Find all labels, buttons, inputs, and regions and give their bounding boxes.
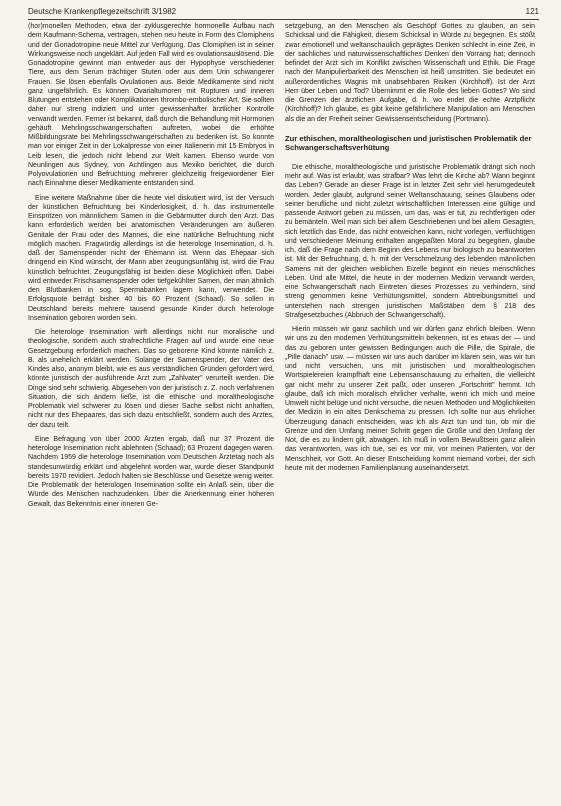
body-paragraph: setzgebung, an den Menschen als Geschöpf Gottes zu glauben, an sein Schicksal und die Fähigkeit, diesem Schicksal in Würde zu begegnen. Es stößt zwar emotionell und weltanschaulich geprägtes Denken schlecht in eine Zeit, in der sachliches und naturwissenschaftliches Denken den Vorrang hat; dennoch befindet der Arzt sich im Konflikt zwischen Wissenschaft und Ethik. Die Frage nach der Manipulierbarkeit des Menschen ist heiß umstritten. Sie bedeutet ein außerordentliches Wagnis mit unabsehbaren Risiken (Kirchhoff). Ist der Arzt Herr über Leben und Tod? Übernimmt er die Rolle des lieben Gottes? Wo sind die Grenzen der ärztlichen Aufgabe, d. h. wo endet die echte Arztpflicht (Kirchhoff)? Ich glaube, es gibt keine gefährlichere Manipulation am Menschen als die an der Freiheit seiner Gewissensentscheidung (Portmann). (285, 23, 535, 123)
body-paragraph: Die ethische, moraltheologische und juristische Problematik drängt sich noch mehr auf. Was ist erlaubt, was strafbar? Was lehrt die Kirche ab? Wann beginnt das Leben? Gerade an dieser Frage ist in letzter Zeit sehr viel herumgedeutelt worden. Jeder glaubt, aufgrund seiner Weltanschauung, seines Glaubens oder seiner berufliche und nicht zuletzt wirtschaftlichen Interessen eine gültige und passende Antwort geben zu müssen, um das, was er tut, zu rechtfertigen oder zu bemänteln. Weil man sich bei allem Geschriebenen und bei allem Gesagten, sich letztlich das Ende, das nicht entweichen kann, nicht vorlegen, verflüchtigen und verschiedener Meinung enthalten angepaßten Moral zu begegnen, glaube ich, daß die Frage nach dem Beginn des Lebens nur biologisch zu beantworten ist. Mit der Befruchtung, d. h. mit der Verschmelzung des lebenden männlichen Samens mit der gleichen weiblichen Eizelle beginnt ein neues menschliches Leben. Und alle Mittel, die heute in der modernen Medizin verwandt werden, eine Schwangerschaft nach Eintreten dieses Prozesses zu verhindern, sind streng genommen keine Verhütungsmittel, sondern Abtreibungsmittel und unterstehen nach strengen juristischen Maßstäben dem § 218 des Strafgesetzbuches (Abbruch der Schwangerschaft). (285, 163, 535, 319)
journal-title: Deutsche Krankenpflegezeitschrift 3/1982 (28, 7, 177, 16)
body-paragraph: Eine Befragung von über 2000 Ärzten ergab, daß nur 37 Prozent die heterologe Insemination nicht ablehnten (Schaad); 63 Prozent dagegen waren. Nachdem 1959 die heterologe Insemination vom Deutschen Ärztetag noch als standesunwürdig erklärt und abgelehnt worden war, wurde dieser Standpunkt bereits 1970 revidiert. Jedoch halten sie Beschlüsse und Gesetze wenig weiter. Die Problematik der heterologen Insemination sollte ein Anlaß sein, über die Würde des Menschen nachzudenken. Über die Anerkennung einer höheren Gewalt, das Bekenntnis einer inneren Ge- (28, 435, 274, 508)
running-header (28, 5, 539, 20)
body-paragraph: (hor)monellen Methoden, etwa der zyklusgerechte hormonelle Aufbau nach dem Kaufmann-Schema, vertragen, stehen neu heute in Form des Clomiphens und der Gonadotropine neue Mittel zur Verfügung. Das Clomiphen ist in seiner Wirkungsweise noch ungeklärt. Auf jeden Fall wird es ovulationsauslösend. Die Gonadotropine gewinnt man entweder aus der Hypophyse verschiedener Tiere, aus dem Serum trächtiger Stuten oder aus dem Urin schwangerer Frauen. Sie lösen ebenfalls Ovulationen aus. Beide Medikamente sind nicht ganz ungefährlich. Es können Ovarialtumoren mit Rupturen und inneren Blutungen entstehen oder Komplikationen thrombo-embolischer Art. Sie sollten daher nur streng indiziert und unter gewissenhafter ärztlicher Kontrolle verwandt werden. Ferner ist bekannt, daß durch die Behandlung mit Hormonen gehäuft Mehrlingsschwangerschaften auftreten, wobei die erhöhte Mißbildungsrate bei Mehrlingsschwangerschaften zu bedenken ist. So konnte man vor einiger Zeit in der Lokalpresse von einer Italienerin mit 15 Embryos in Leib lesen, die jedoch nicht lebend zur Welt kamen. Ebenso wurde von Neunlingen aus Sydney, von Achtlingen aus Mexiko berichtet, die durch Polyovulationen und Befruchtung mehrerer gleichzeitig freigewordener Eier nach Einnahme dieser Medikamente entstanden sind. (28, 23, 274, 188)
section-heading: Zur ethischen, moraltheologischen und juristischen Problematik der Schwangerschaftsverhütung (285, 133, 532, 153)
right-column (285, 22, 535, 798)
left-column (28, 22, 274, 798)
body-paragraph: Die heterologe Insemination wirft allerdings nicht nur moralische und theologische, sondern auch strafrechtliche Fragen auf und wurde eine neue Gesetzgebung erforderlich machen. Das so geborene Kind könnte nämlich z. B. als unehelich erklärt werden. Solange der Samenspender, der Vater des Kindes also, anonym bleibt, wie es aus verständlichen Gründen gefordert wird, könnte juristisch der ausführende Arzt zum „Zahlvater" verurteilt werden. Die Dinge sind sehr schwierig. Abgesehen von der juristisch z. Z. noch verfahrenen Situation, die sich ändern ließe, ist die ethische und moraltheologische Problematik viel schwerer zu lösen und dieser Sache selbst nicht anhaften, nicht nur des Ehepaares, das sich dazu entschließt, sondern auch des Arztes, der dazu teilt. (28, 329, 274, 429)
body-paragraph: Hierin müssen wir ganz sachlich und wir dürfen ganz ehrlich bleiben. Wenn wir uns zu den modernen Verhütungsmitteln bekennen, ist es etwas der — und das zu geboren unter gewissen Bedingungen auch die Pille, die Spirale, die „Pille danach" usw. — müssen wir uns auch darüber im klaren sein, was wir tun und nicht versuchen, uns mit juristischen und moraltheologischen Wortspielereien krampfhaft eine Lebensanschauung zu erhalten, die vielleicht gar nicht mehr zu unserer Zeit paßt, oder unseren „Fortschritt" hemmt. Ich glaube, daß ich mich moralisch ehrlicher verhalte, wenn ich mich und meine Umwelt nicht belüge und nicht versuche, die neuen Methoden und Möglichkeiten der Medizin in ein altes Denkschema zu pressen. Ich sollte nur aus ehrlicher Überzeugung danach entscheiden, was ich als Arzt tun und tun, ob mir die Grenze und den Umfang meiner Schritt gegen die Größe und den Umfang der Not, die es zu lindern gilt, abwägen. Ich muß in vollem Bewußtsein ganz allein das verantworten, was ich tue, sei es vor mir, vor meinen Patienten, vor der Menschheit, vor Gott. An dieser Entscheidung kommt niemand vorbei, der sich heute mit der modernen Familienplanung auseinandersetzt. (285, 326, 535, 472)
body-paragraph: Eine weitere Maßnahme über die heute viel diskutiert wird, ist der Versuch der künstlichen Befruchtung bei Kinderlosigkeit, d. h. das instrumentelle Einspritzen von männlichem Samen in die Gebärmutter durch den Arzt. Das kann erforderlich werden bei anatomischen Veränderungen am äußeren Genitale der Frau oder des Mannes, die eine natürliche Befruchtung nicht möglich machen. Fragwürdig allerdings ist die heterologe Insemination, d. h. daß der Samenspender nicht der Ehemann ist. Wenn das Ehepaar sich dringend ein Kind wünscht, der Mann aber zeugungsunfähig ist, wird die Frau künstlich befruchtet. Zeugungsfähig ist beiden diese Möglichkeit offen. Dabei wird entweder Frischsamenspender oder tiefgekühlter Samen, der man ähnlich den Blutbanken in sog. Spermabanken lagern kann, verwendet. Die Erfolgsquote beträgt bisher 40 bis 60 Prozent (Schaad). So sollen in Deutschland bereits mehrere tausend gesunde Kinder durch heterologe Insemination geboren worden sein. (28, 194, 274, 322)
page-number: 121 (525, 7, 539, 16)
